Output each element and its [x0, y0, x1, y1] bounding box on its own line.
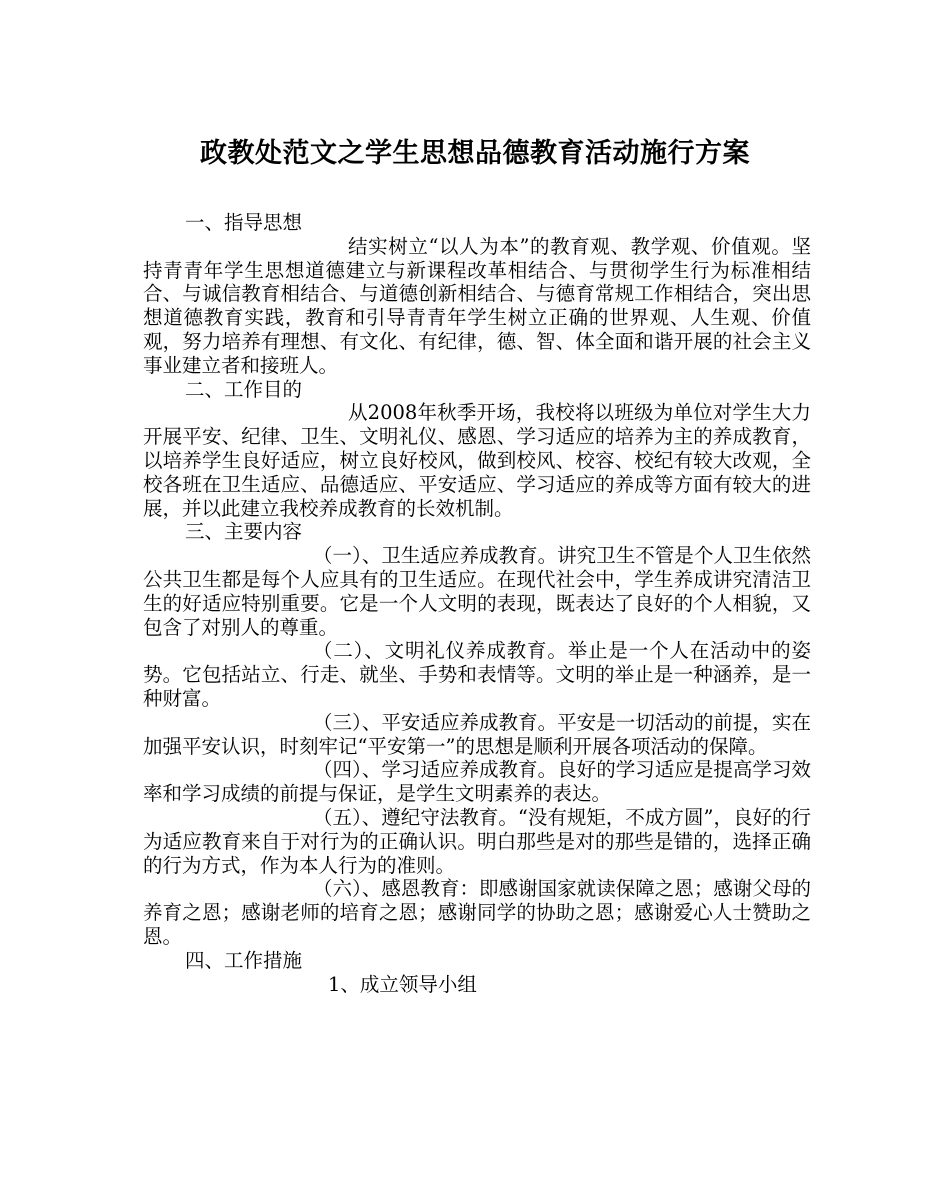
list-item-study: （四）、学习适应养成教育。良好的学习适应是提高学习效率和学习成绩的前提与保证，是学生文明素养的表达。	[143, 758, 811, 806]
list-item-hygiene: （一）、卫生适应养成教育。讲究卫生不管是个人卫生依然公共卫生都是每个人应具有的卫生适应。在现代社会中，学生养成讲究清洁卫生的好适应特别重要。它是一个人文明的表现，既表达了良好的个人相貌，又包含了对别人的尊重。	[143, 544, 811, 639]
document-body	[143, 211, 811, 996]
paragraph-work-goal: 从2008年秋季开场，我校将以班级为单位对学生大力开展平安、纪律、卫生、文明礼仪、感恩、学习适应的培养为主的养成教育，以培养学生良好适应，树立良好校风，做到校风、校容、校纪有较大改观，全校各班在卫生适应、品德适应、平安适应、学习适应的养成等方面有较大的进展，并以此建立我校养成教育的长效机制。	[143, 401, 811, 520]
list-item-etiquette: （二）、文明礼仪养成教育。举止是一个人在活动中的姿势。它包括站立、行走、就坐、手势和表情等。文明的举止是一种涵养，是一种财富。	[143, 639, 811, 710]
list-item-safety: （三）、平安适应养成教育。平安是一切活动的前提，实在加强平安认识，时刻牢记“平安第一”的思想是顺利开展各项活动的保障。	[143, 710, 811, 758]
document-title: 政教处范文之学生思想品德教育活动施行方案	[200, 138, 750, 169]
list-item-leadership-group: 1、成立领导小组	[328, 972, 477, 996]
list-item-law: （五）、遵纪守法教育。“没有规矩，不成方圆”，良好的行为适应教育来自于对行为的正确认识。明白那些是对的那些是错的，选择正确的行为方式，作为本人行为的准则。	[143, 805, 811, 877]
paragraph-guiding-ideology: 结实树立“以人为本”的教育观、教学观、价值观。坚持青青年学生思想道德建立与新课程改革相结合、与贯彻学生行为标准相结合、与诚信教育相结合、与道德创新相结合、与德育常规工作相结合，突出思想道德教育实践，教育和引导青青年学生树立正确的世界观、人生观、价值观，努力培养有理想、有文化、有纪律，德、智、体全面和谐开展的社会主义事业建立者和接班人。	[143, 234, 811, 377]
section-heading-work-goal: 二、工作目的	[185, 377, 303, 401]
section-heading-main-content: 三、主要内容	[185, 520, 303, 544]
section-heading-measures: 四、工作措施	[185, 948, 303, 972]
section-heading-guiding-ideology: 一、指导思想	[185, 211, 303, 234]
list-item-gratitude: （六）、感恩教育：即感谢国家就读保障之恩；感谢父母的养育之恩；感谢老师的培育之恩；感谢同学的协助之恩；感谢爱心人士赞助之恩。	[143, 877, 811, 948]
